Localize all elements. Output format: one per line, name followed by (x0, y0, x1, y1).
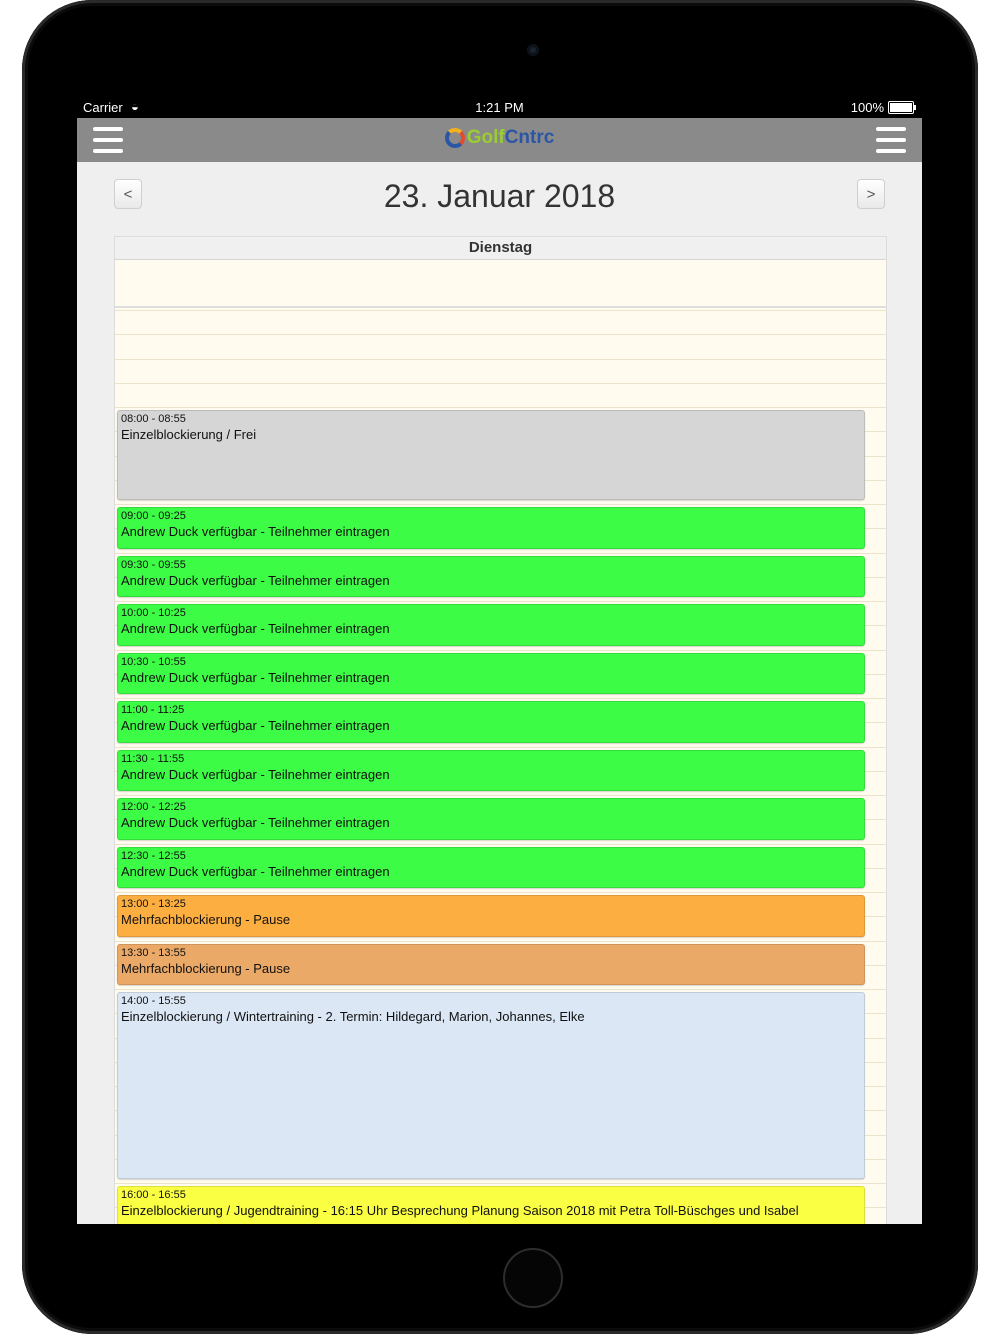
calendar-event[interactable] (117, 507, 865, 549)
event-title: Andrew Duck verfügbar - Teilnehmer eintragen (121, 815, 390, 830)
date-navigation (77, 162, 922, 232)
calendar-event[interactable] (117, 556, 865, 598)
menu-right-icon[interactable] (876, 127, 906, 153)
grid-line (115, 698, 886, 699)
calendar-event[interactable] (117, 798, 865, 840)
calendar-event[interactable] (117, 604, 865, 646)
event-title: Einzelblockierung / Wintertraining - 2. Termin: Hildegard, Marion, Johannes, Elke (121, 1009, 585, 1024)
calendar-event[interactable] (117, 750, 865, 792)
event-title: Andrew Duck verfügbar - Teilnehmer eintragen (121, 572, 390, 588)
grid-line (115, 383, 886, 384)
carrier-label: Carrier (83, 100, 123, 115)
event-title: Andrew Duck verfügbar - Teilnehmer eintragen (121, 718, 390, 733)
calendar-event[interactable] (117, 847, 865, 889)
event-title: Andrew Duck verfügbar - Teilnehmer eintragen (121, 863, 390, 879)
grid-line (115, 989, 886, 990)
grid-line (115, 650, 886, 651)
app-logo (77, 127, 922, 149)
event-time: 14:00 - 15:55 (121, 995, 186, 1007)
screen (77, 96, 922, 1224)
grid-line (115, 310, 886, 311)
logo-text-golf: Golf (466, 127, 505, 148)
event-time: 11:30 - 11:55 (121, 752, 185, 765)
event-title: Andrew Duck verfügbar - Teilnehmer eintragen (121, 524, 390, 539)
date-title: 23. Januar 2018 (383, 178, 616, 214)
camera (527, 44, 539, 56)
wifi-icon: ◒ (131, 99, 139, 114)
calendar-event[interactable] (117, 701, 865, 743)
grid-line (115, 553, 886, 554)
event-title: Andrew Duck verfügbar - Teilnehmer eintragen (121, 766, 390, 782)
calendar-event[interactable] (117, 653, 865, 695)
grid-line (115, 941, 886, 942)
logo-ring-icon (445, 128, 465, 148)
grid-line (115, 747, 886, 748)
grid-line (115, 795, 886, 796)
event-title: Einzelblockierung / Jugendtraining - 16:15 Uhr Besprechung Planung Saison 2018 mit Petra Toll-Büschges und Isabel (121, 1203, 799, 1218)
day-header: Dienstag (115, 237, 886, 260)
grid-line (115, 334, 886, 335)
grid-line (115, 844, 886, 845)
event-time: 13:30 - 13:55 (121, 946, 186, 959)
event-time: 11:00 - 11:25 (121, 704, 185, 716)
event-time: 10:30 - 10:55 (121, 655, 186, 668)
event-title: Mehrfachblockierung - Pause (121, 912, 291, 927)
calendar-event[interactable] (117, 410, 865, 500)
event-title: Mehrfachblockierung - Pause (121, 960, 291, 976)
logo-text-cntrc: Cntrc (504, 127, 555, 148)
calendar-event[interactable] (117, 992, 865, 1179)
event-time: 10:00 - 10:25 (121, 607, 186, 619)
status-time: 1:21 PM (475, 100, 524, 115)
grid-line (115, 504, 886, 505)
event-time: 16:00 - 16:55 (121, 1189, 186, 1201)
prev-day-button[interactable]: < (114, 179, 142, 209)
battery-percent: 100% (850, 100, 884, 115)
event-time: 12:00 - 12:25 (121, 801, 186, 813)
grid-line (115, 892, 886, 893)
grid-line (115, 359, 886, 360)
app-header (77, 118, 922, 162)
status-bar (77, 96, 922, 118)
calendar-event[interactable] (117, 944, 865, 986)
home-button[interactable] (503, 1248, 563, 1308)
event-time: 13:00 - 13:25 (121, 898, 186, 910)
event-time: 08:00 - 08:55 (121, 413, 186, 425)
calendar-event[interactable] (117, 895, 865, 937)
next-day-button[interactable]: > (857, 179, 885, 209)
event-time: 12:30 - 12:55 (121, 849, 186, 862)
grid-line (115, 1183, 886, 1184)
battery-icon (888, 101, 914, 114)
event-title: Einzelblockierung / Frei (121, 427, 257, 442)
event-title: Andrew Duck verfügbar - Teilnehmer eintragen (121, 621, 390, 636)
all-day-slot[interactable] (115, 260, 886, 308)
calendar-event[interactable] (117, 1186, 865, 1224)
event-title: Andrew Duck verfügbar - Teilnehmer eintragen (121, 669, 390, 685)
grid-line (115, 407, 886, 408)
event-time: 09:00 - 09:25 (121, 510, 186, 522)
event-time: 09:30 - 09:55 (121, 558, 186, 571)
day-calendar (114, 236, 887, 1224)
grid-line (115, 601, 886, 602)
